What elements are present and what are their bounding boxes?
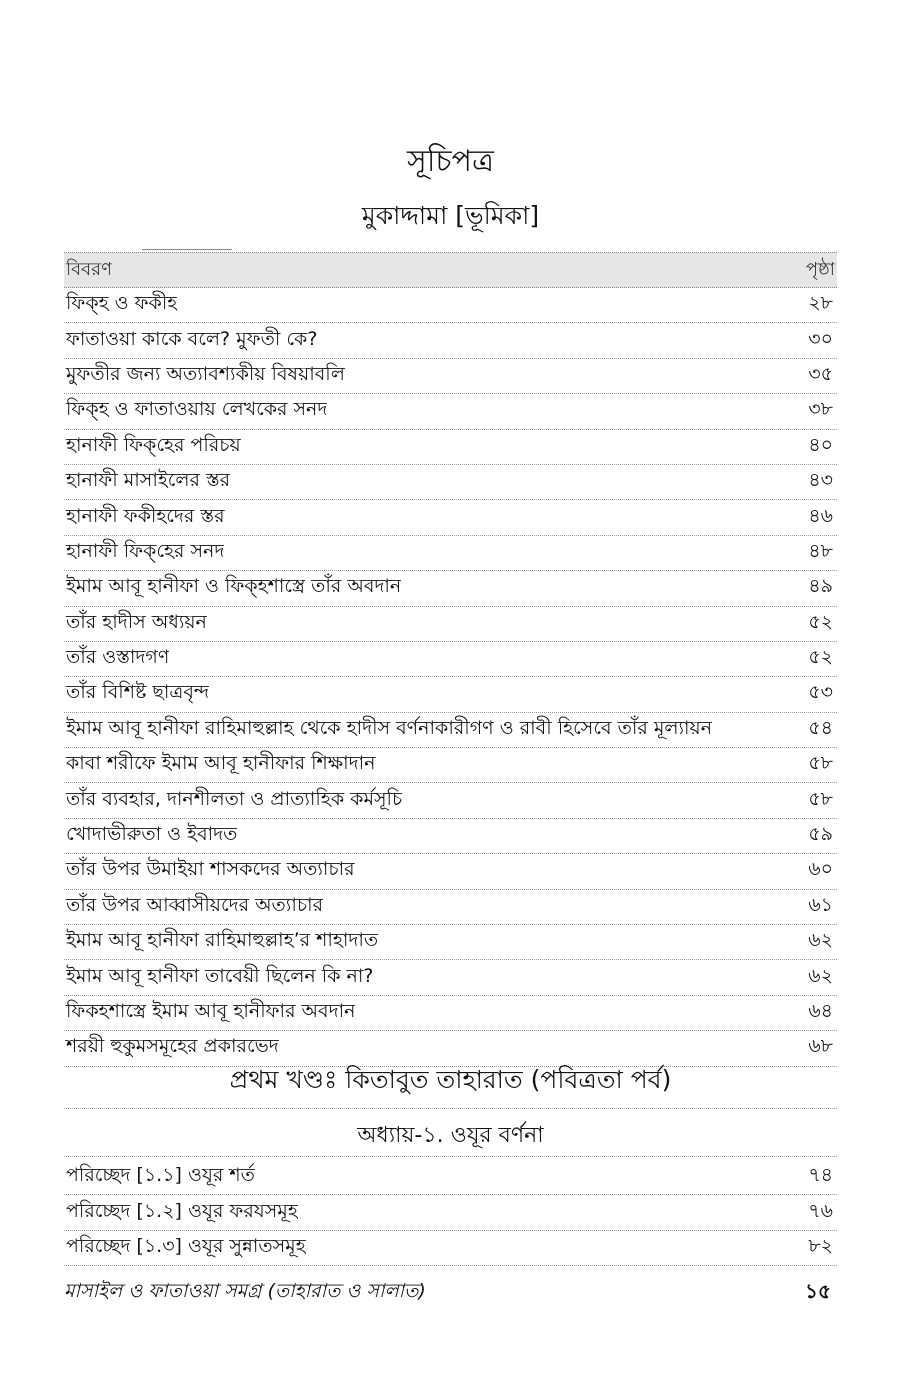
chapter-title: অধ্যায়-১. ওযূর বর্ণনা [64,1118,837,1157]
toc-entry-title: তাঁর বিশিষ্ট ছাত্রবৃন্দ [66,681,210,704]
toc-row [64,430,837,465]
toc-row [64,288,837,323]
toc-entry-page: ৮২ [808,1234,833,1257]
toc-row [64,713,837,748]
toc-row [64,465,837,500]
toc-entry-title: ইমাম আবূ হানীফা তাবেয়ী ছিলেন কি না? [66,964,374,987]
toc-entry-page: ৩০ [808,327,833,350]
toc-rows [64,288,837,1067]
page-title: সূচিপত্র [407,144,494,179]
toc-row [64,854,837,889]
toc-entry-page: ৬১ [808,893,833,916]
toc-entry-page: ৬২ [808,964,833,987]
part-title: প্রথম খণ্ডঃ কিতাবুত তাহারাত (পবিত্রতা পর্ব) [64,1060,837,1109]
toc-entry-title: হানাফী ফকীহদের স্তর [66,504,225,527]
toc-entry-page: ৪৬ [808,504,833,527]
toc-entry-page: ৪৮ [808,539,833,562]
footer-book-title: মাসাইল ও ফাতাওয়া সমগ্র (তাহারাত ও সালাত) [64,1280,426,1302]
toc-table [64,252,837,1067]
toc-row [64,607,837,642]
toc-entry-title: পরিচ্ছেদ [১.২] ওযূর ফরযসমূহ [66,1199,298,1222]
toc-entry-title: ফিকহশাস্ত্রে ইমাম আবূ হানীফার অবদান [66,1000,356,1022]
toc-row [64,323,837,358]
toc-entry-page: ২৮ [808,292,833,315]
toc-entry-page: ৩৮ [808,398,833,421]
toc-entry-title: তাঁর হাদীস অধ্যয়ন [66,610,207,633]
toc-row [64,1160,837,1195]
toc-row [64,819,837,854]
toc-entry-title: ফাতাওয়া কাকে বলে? মুফতী কে? [66,327,318,350]
toc-entry-page: ৫৮ [808,752,833,775]
toc-entry-page: ৪০ [808,433,833,456]
toc-row [64,890,837,925]
toc-entry-title: ফিক্‌হ ও ফাতাওয়ায় লেখকের সনদ [66,398,328,421]
toc-row [64,783,837,818]
toc-entry-title: পরিচ্ছেদ [১.৩] ওযূর সুন্নাতসমূহ [66,1234,306,1257]
footer-page-number: ১৫ [805,1279,831,1303]
section-subtitle: মুকাদ্দামা [ভূমিকা] [361,201,540,230]
toc-entry-title: ইমাম আবূ হানীফা রাহিমাহুল্লাহ’র শাহাদাত [66,929,379,952]
toc-entry-page: ৫৩ [808,681,833,704]
toc-entry-page: ৫২ [808,646,833,669]
toc-row [64,500,837,535]
toc-entry-page: ৬০ [808,858,833,881]
toc-row [64,1231,837,1266]
toc-header [64,252,837,288]
toc-row [64,996,837,1031]
toc-entry-page: ৬৮ [808,1035,833,1058]
toc-entry-title: তাঁর উপর উমাইয়া শাসকদের অত্যাচার [66,858,355,881]
toc-entry-page: ৩৫ [808,362,833,385]
toc-entry-page: ৭৪ [808,1164,833,1187]
toc-entry-title: মুফতীর জন্য অত্যাবশ্যকীয় বিষয়াবলি [66,362,345,385]
toc-entry-title: তাঁর ব্যবহার, দানশীলতা ও প্রাত্যাহিক কর্মসূচি [66,787,403,810]
toc-entry-title: তাঁর ওস্তাদগণ [66,646,170,669]
toc-entry-page: ৭৬ [808,1199,833,1222]
toc-entry-page: ৬২ [808,929,833,952]
toc-entry-title: শরয়ী হুকুমসমূহের প্রকারভেদ [66,1035,279,1058]
toc-row [64,748,837,783]
toc-row [64,536,837,571]
toc-row [64,642,837,677]
toc-row [64,359,837,394]
toc-entry-page: ৫৪ [808,716,833,739]
toc-header-page: পৃষ্ঠা [805,258,835,280]
toc-entry-title: ইমাম আবূ হানীফা ও ফিক্‌হশাস্ত্রে তাঁর অবদান [66,575,402,598]
toc-entry-page: ৪৯ [808,575,833,598]
toc-row [64,1195,837,1230]
decorative-rule [142,249,232,250]
toc-entry-title: কাবা শরীফে ইমাম আবূ হানীফার শিক্ষাদান [66,752,376,775]
toc-entry-page: ৫৮ [808,787,833,810]
toc-row [64,571,837,606]
toc-row [64,394,837,429]
section-rows [64,1160,837,1266]
toc-entry-title: পরিচ্ছেদ [১.১] ওযূর শর্ত [66,1164,255,1187]
toc-entry-page: ৬৪ [808,1000,833,1022]
toc-entry-page: ৪৩ [808,469,833,492]
toc-entry-title: হানাফী মাসাইলের স্তর [66,469,231,492]
toc-entry-page: ৫৯ [808,823,833,846]
toc-entry-title: হানাফী ফিক্‌হের পরিচয় [66,433,241,456]
toc-entry-title: তাঁর উপর আব্বাসীয়দের অত্যাচার [66,893,324,916]
toc-row [64,925,837,960]
toc-row [64,960,837,995]
toc-entry-page: ৫২ [808,610,833,633]
toc-entry-title: ফিক্‌হ ও ফকীহ [66,292,178,315]
toc-entry-title: খোদাভীরুতা ও ইবাদত [66,823,238,846]
toc-entry-title: ইমাম আবূ হানীফা রাহিমাহুল্লাহ থেকে হাদীস বর্ণনাকারীগণ ও রাবী হিসেবে তাঁর মূল্যায়ন [66,716,713,739]
toc-entry-title: হানাফী ফিক্‌হের সনদ [66,539,225,562]
toc-row [64,677,837,712]
toc-header-label: বিবরণ [66,258,112,280]
